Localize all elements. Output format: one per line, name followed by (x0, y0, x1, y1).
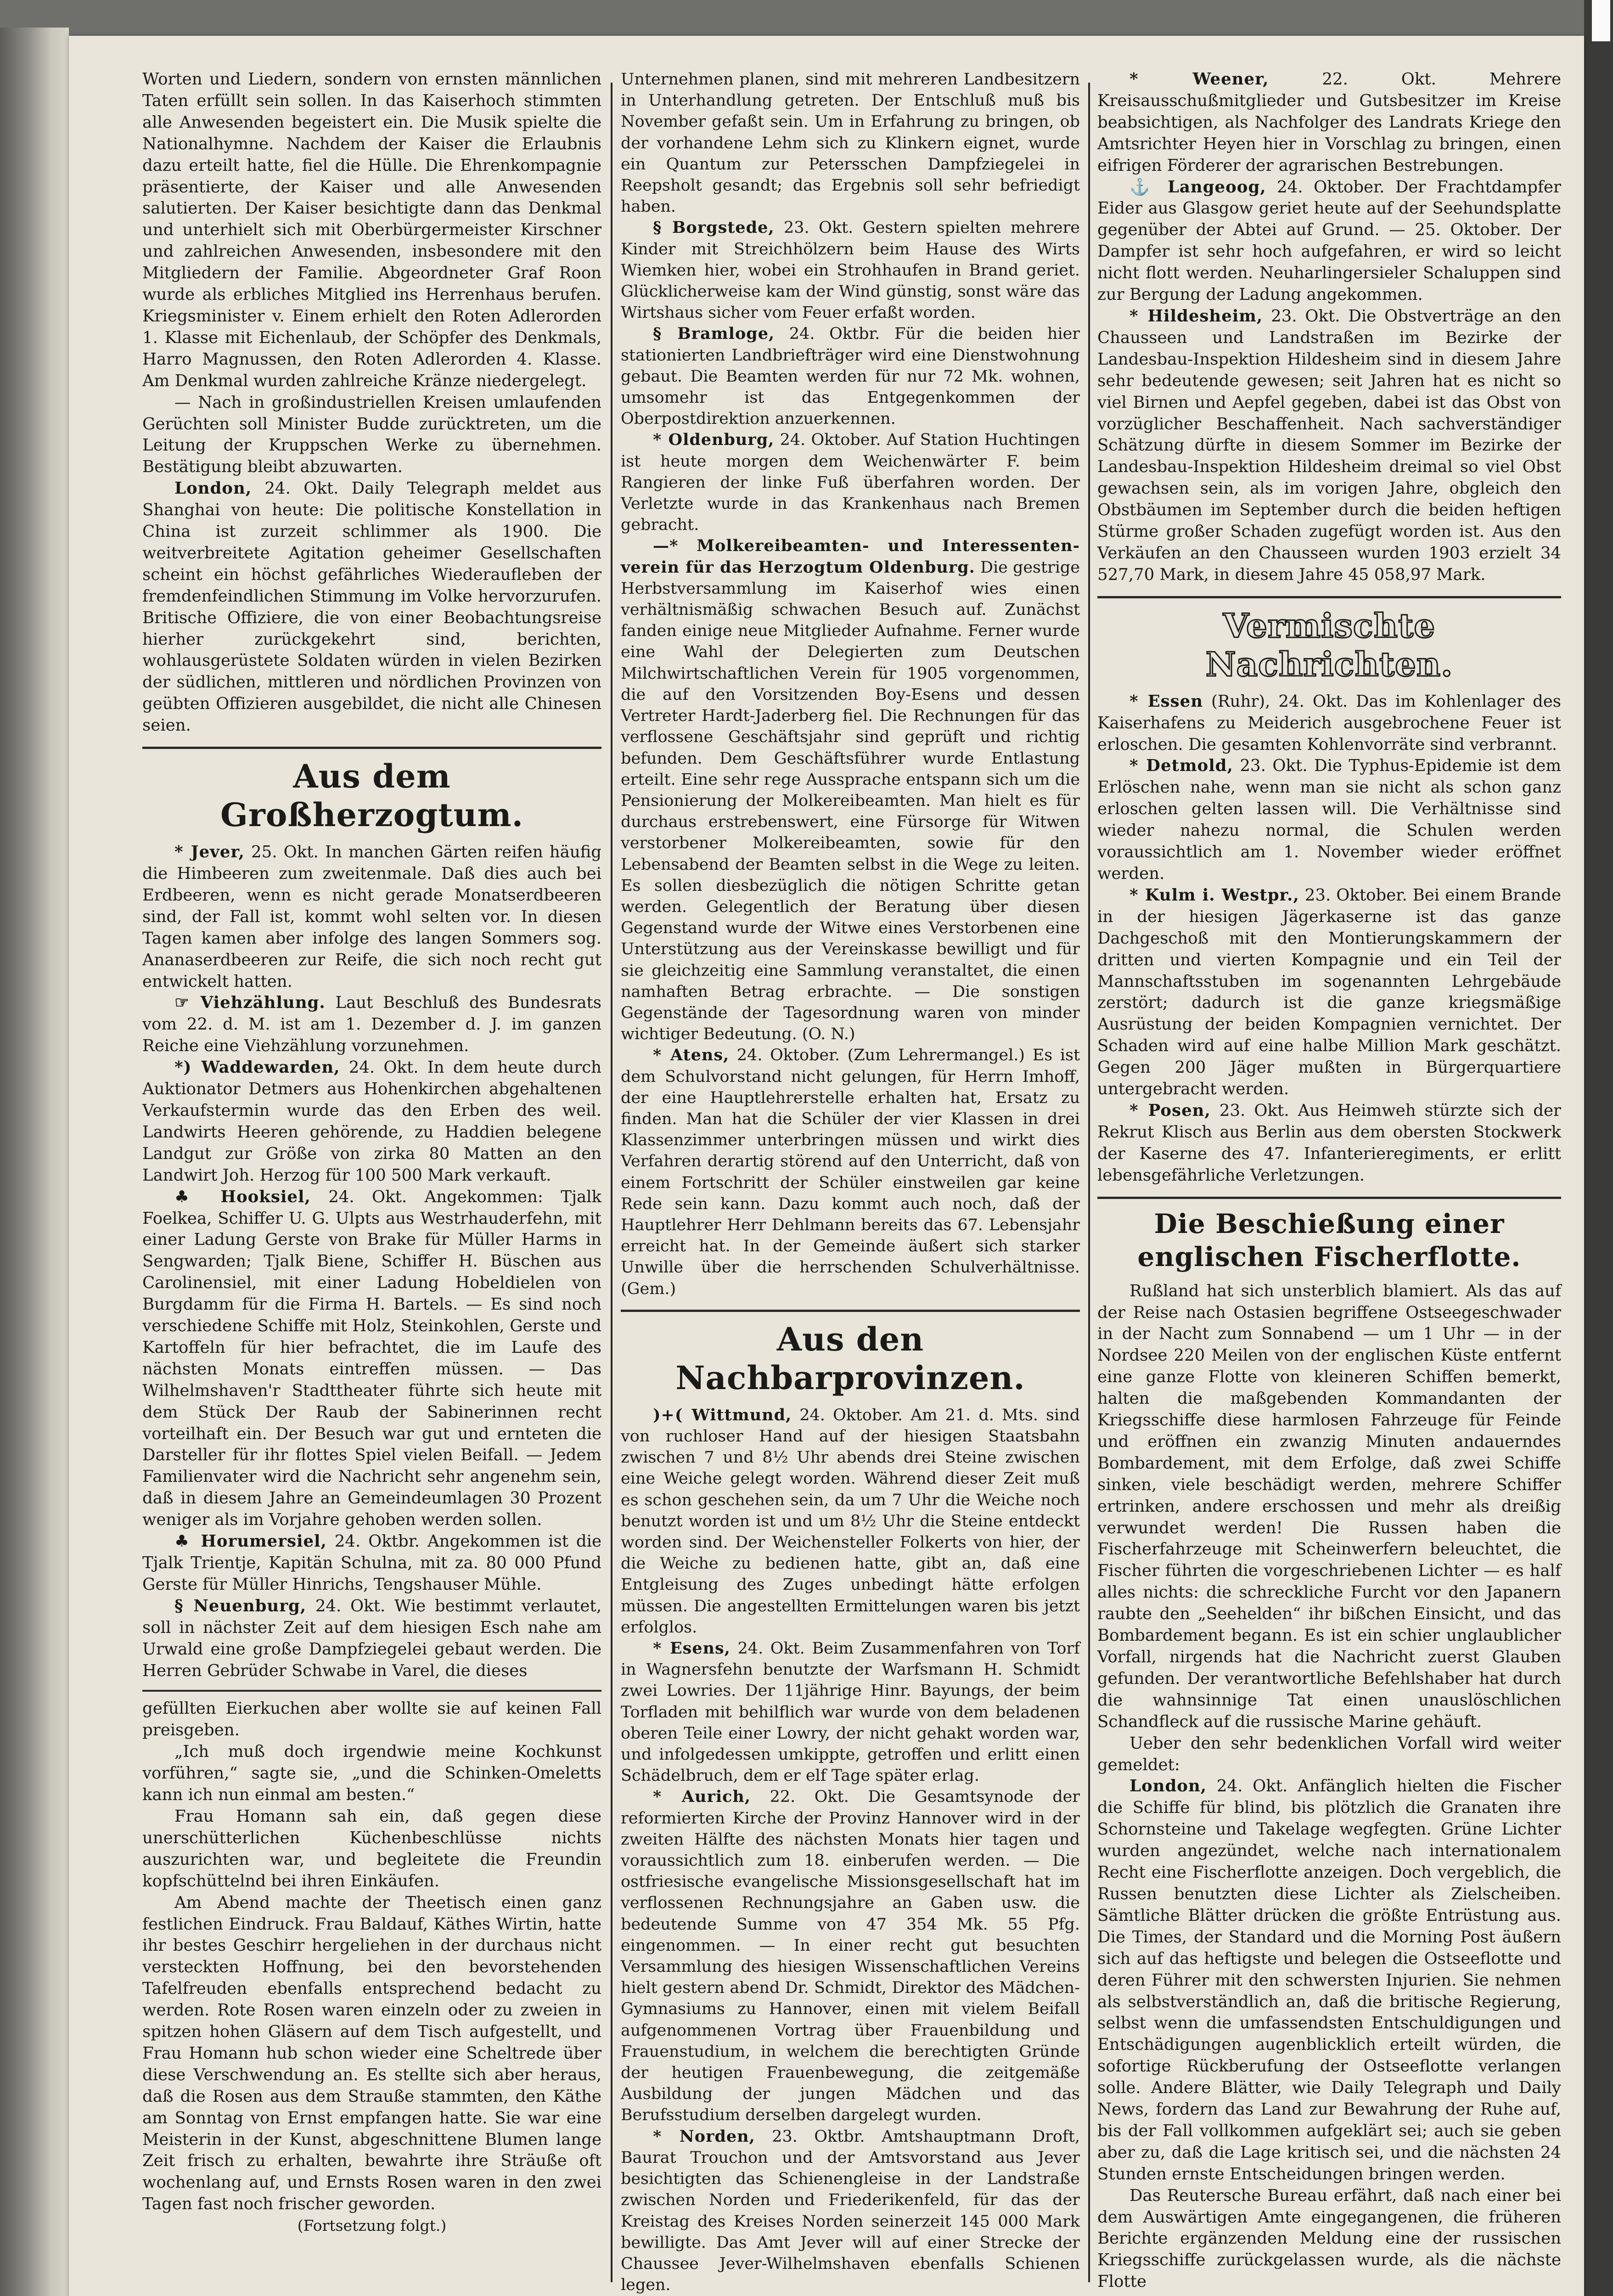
news-paragraph (621, 217, 1080, 323)
news-paragraph (142, 1596, 601, 1682)
news-paragraph (621, 1045, 1080, 1299)
dateline: * Aurich, (653, 1787, 751, 1806)
news-paragraph (621, 1638, 1080, 1786)
dateline: * Posen, (1130, 1101, 1211, 1120)
dateline: ⚓ Langeoog, (1130, 177, 1266, 197)
dateline: *) Waddewarden, (174, 1058, 340, 1077)
paragraph-text: 24. Okt. Wie bestimmt verlautet, soll in nächster Zeit auf dem hiesigen Esch nahe am Urwald eine große Dampfziegelei gebaut werden. Die Herren Gebrüder Schwabe in Varel, die dieses (142, 1596, 601, 1680)
news-paragraph (142, 992, 601, 1057)
dateline: * Norden, (653, 2127, 755, 2146)
news-paragraph (621, 429, 1080, 535)
news-paragraph (142, 1187, 601, 1531)
section-rule (621, 1310, 1080, 1312)
scan-corner (1592, 0, 1610, 41)
column-rule-right (1088, 83, 1090, 2282)
news-paragraph (142, 1057, 601, 1186)
dateline: * Oldenburg, (653, 430, 775, 450)
news-paragraph (1097, 1733, 1561, 1776)
paragraph-text: 24. Okt. Beim Zusammenfahren von Torf in Wagnersfehn benutzte der Warfsmann H. Schmidt zwei Lowries. Der 11jährige Hinr. Bayungs, der beim Torfladen mit behilflich war wurde von dem beladenen oberen Teile einer Lowry, der nicht gehakt worden war, und infolgedessen umkippte, getroffen und erlitt einen Schädelbruch, dem er elf Tage später erlag. (621, 1639, 1080, 1785)
dateline: * Esens, (653, 1639, 731, 1658)
paragraph-text: 24. Oktbr. Angekommen ist die Tjalk Trientje, Kapitän Schulna, mit za. 80 000 Pfund Gerste für Müller Hinrichs, Tengshauser Mühle. (142, 1532, 601, 1594)
news-paragraph (142, 392, 601, 478)
paragraph-text: gefüllten Eierkuchen aber wollte sie auf keinen Fall preisgeben. (142, 1699, 601, 1740)
paragraph-text: 24. Oktober. Am 21. d. Mts. sind von ruchloser Hand auf der hiesigen Staatsbahn zwischen 7 und 8½ Uhr abends drei Steine zwischen eine Weiche gelegt worden. Während dieser Zeit muß es schon geschehen sein, da um 7 Uhr die Weiche noch benutzt worden ist und um 8½ Uhr die Steine entdeckt worden sind. Der Weichensteller Folkerts von hier, der die Weiche zu bedienen hatte, gibt an, daß eine Entgleisung des Zuges unbedingt hätte erfolgen müssen. Die angestellten Ermittelungen waren bis jetzt erfolglos. (621, 1406, 1080, 1637)
section-rule (142, 1690, 601, 1692)
news-paragraph (142, 1698, 601, 1741)
news-paragraph (142, 1741, 601, 1806)
paragraph-text: 22. Okt. Die Gesamtsynode der reformierten Kirche der Provinz Hannover wird in der zweiten Hälfte des nächsten Monats hier tagen und voraussichtlich zum 18. einberufen werden. — Die ostfriesische evangelische Missionsgesellschaft hat im verflossenen Rechnungsjahre an Gaben usw. die bedeutende Summe von 47 354 Mk. 55 Pfg. eingenommen. — In einer recht gut besuchten Versammlung des hiesigen Wissenschaftlichen Vereins hielt gestern abend Dr. Schmidt, Direktor des Mädchen-Gymnasiums zu Hannover, einen mit vielem Beifall aufgenommenen Vortrag über Frauenbildung und Frauenstudium, in welchem die berechtigten Gründe der heutigen Frauenbewegung, die zeitgemäße Ausbildung der jungen Mädchen und das Berufsstudium derselben dargelegt wurden. (621, 1788, 1080, 2125)
dateline: London, (1130, 1777, 1207, 1796)
dateline: * Jever, (174, 843, 245, 862)
paragraph-text: Das Reutersche Bureau erfährt, daß nach einer bei dem Auswärtigen Amte eingegangenen, die früheren Berichte ergänzenden Meldung eine der russischen Kriegsschiffe zurückgelassen wurde, als die nächste Flotte (1097, 2186, 1561, 2291)
news-paragraph (1097, 1776, 1561, 2185)
paragraph-text: 23. Okt. Die Typhus-Epidemie ist dem Erlöschen nahe, wenn man sie nicht als schon ganz erloschen gelten lassen will. Die Verhältnisse sind wieder nahezu normal, die Schulen werden voraussichtlich am 1. November wieder eröffnet werden. (1097, 756, 1561, 883)
news-paragraph (142, 1806, 601, 1892)
paragraph-text: 24. Oktober. Der Frachtdampfer Eider aus Glasgow geriet heute auf der Seehundsplatte gegenüber der Abtei auf Grund. — 25. Oktober. Der Dampfer ist sehr hoch aufgefahren, er wird so leicht nicht flott werden. Neuharlingersieler Schaluppen sind zur Bergung der Ladung angekommen. (1097, 177, 1561, 304)
paragraph-text: 24. Oktober. (Zum Lehrermangel.) Es ist dem Schulvorstand nicht gelungen, für Herrn Imhoff, der eine Hauptlehrerstelle erhalten hat, Ersatz zu finden. Man hat die Schüler der vier Klassen in drei Klassenzimmer unterbringen müssen und wirkt dies Verfahren derartig störend auf den Unterricht, daß von einem Fortschritt der Schüler einstweilen gar keine Rede sein kann. Dazu kommt auch noch, daß der Hauptlehrer Herr Dehlmann bereits das 67. Lebensjahr erreicht hat. In der Gemeinde äußert sich starker Unwille über die herrschenden Schulverhältnisse. (Gem.) (621, 1046, 1080, 1298)
section-heading: Vermischte Nachrichten. (1205, 606, 1453, 684)
paragraph-text: Rußland hat sich unsterblich blamiert. Als das auf der Reise nach Ostasien begriffene Ostseegeschwader in der Nacht zum Sonnabend — um 1 Uhr — in der Nordsee 220 Meilen von der englischen Küste entfernt eine ganze Flotte von kleineren Schiffen bemerkt, halten die maßgebenden Kommandanten der Kriegsschiffe diese harmlosen Fahrzeuge für Feinde und eröffnen ein zwanzig Minuten andauerndes Bombardement, mit dem Erfolge, daß zwei Schiffe sinken, viele beschädigt werden, mehrere Schiffer ertrinken, andere erschossen und mehr als dreißig verwundet werden! Die Russen haben die Fischerfahrzeuge mit Scheinwerfern beleuchtet, die Fischer führten die vorgeschriebenen Lichter — es half alles nichts: die schreckliche Furcht vor den Japanern raubte den „Seehelden“ ihr bißchen Einsicht, und das Bombardement begann. Es ist ein schier unglaublicher Vorfall, nirgends hat die Nachricht zuerst Glauben gefunden. Der verantwortliche Befehlshaber hat durch die wahnsinnige Tat einen unauslöschlichen Schandfleck auf die russische Marine gehäuft. (1097, 1281, 1561, 1731)
paragraph-text: 25. Okt. In manchen Gärten reifen häufig die Himbeeren zum zweitenmale. Daß dies auch bei Erdbeeren, wenn es nicht gerade Monatserdbeeren sind, der Fall ist, kommt wohl selten vor. In diesen Tagen kamen aber infolge des langen Sommers sog. Ananaserdbeeren zur Reife, die sich noch recht gut entwickelt hatten. (142, 843, 601, 991)
paragraph-text: 24. Okt. Anfänglich hielten die Fischer die Schiffe für blind, bis plötzlich die Granaten ihre Schornsteine und Takelage wegfegten. Grüne Lichter wurden angezündet, welche nach internationalem Recht eine Fischerflotte anzeigen. Doch vergeblich, die Russen benutzten diese Lichter als Zielscheiben. Sämtliche Blätter drücken die größte Entrüstung aus. Die Times, der Standard und die Morning Post äußern sich auf das heftigste und belegen die Ostseeflotte und deren Führer mit den schwersten Injurien. Sie nehmen als selbstverständlich an, daß die britische Regierung, selbst wenn die umfassendsten Entschuldigungen und Entschädigungen augenblicklich erteilt würden, die sofortige Rückberufung der Ostseeflotte verlangen solle. Andere Blätter, wie Daily Telegraph und Daily News, fordern das Land zur Bewahrung der Ruhe auf, bis der Fall vollkommen aufgeklärt sei; auch sie geben aber zu, daß die Lage kritisch sei, und die nächsten 24 Stunden ernste Entscheidungen bringen werden. (1097, 1777, 1561, 2183)
dateline: * Hildesheim, (1130, 306, 1263, 326)
news-paragraph (621, 323, 1080, 429)
dateline: )+( Wittmund, (653, 1405, 792, 1424)
scan-edge (1584, 0, 1613, 2296)
news-paragraph (1097, 1100, 1561, 1187)
news-paragraph (1097, 755, 1561, 884)
paragraph-text: Worten und Liedern, sondern von ernsten männlichen Taten erfüllt sein sollen. In das Kaiserhoch stimmten alle Anwesenden begeistert ein. Die Musik spielte die Nationalhymne. Nachdem der Kaiser die Erlaubnis dazu erteilt hatte, fiel die Hülle. Die Ehrenkompagnie präsentierte, der Kaiser und alle Anwesenden salutierten. Der Kaiser besichtigte dann das Denkmal und unterhielt sich mit Oberbürgermeister Kirschner und zahlreichen Anwesenden, insbesondere mit den Mitgliedern der Familie. Abgeordneter Graf Roon wurde als erbliches Mitglied ins Herrenhaus berufen. Kriegsminister v. Einem erhielt den Roten Adlerorden 1. Klasse mit Eichenlaub, der Schöpfer des Denkmals, Harro Magnussen, den Roten Adlerorden 4. Klasse. Am Denkmal wurden zahlreiche Kränze niedergelegt. (142, 70, 601, 390)
column-1 (142, 69, 601, 2237)
section-heading: Die Beschießung einer englischen Fischerflotte. (1137, 1208, 1521, 1272)
section-heading: Aus dem Großherzogtum. (220, 757, 523, 834)
section-rule (1097, 596, 1561, 598)
paragraph-text: 24. Okt. In dem heute durch Auktionator Detmers aus Hohenkirchen abgehaltenen Verkaufstermin wurde das den Erben des weil. Landwirts Heeren gehörende, zu Haddien belegene Landgut zur Größe von zirka 80 Matten an den Landwirt Joh. Herzog für 100 500 Mark verkauft. (142, 1058, 601, 1185)
paragraph-text: 23. Okt. Die Obstverträge an den Chausseen und Landstraßen im Bezirke der Landesbau-Inspektion Hildesheim sind in diesem Jahre sehr bedeutende gewesen; seit Jahren hat es nicht so viel Birnen und Aepfel gegeben, dabei ist das Obst von vorzüglicher Beschaffenheit. Nach sachverständiger Schätzung dürfte in diesem Sommer im Bezirke der Landesbau-Inspektion Hildesheim dreimal so viel Obst gewachsen sein, als im vorigen Jahre, obgleich den Obstbäumen im September durch die beiden heftigen Stürme großer Schaden zugefügt worden ist. Aus den Verkäufen an den Chausseen wurden 1903 erzielt 34 527,70 Mark, in diesem Jahre 45 058,97 Mark. (1097, 306, 1562, 584)
section-rule (1097, 1197, 1561, 1199)
dateline: ☞ Viehzählung. (174, 993, 326, 1013)
section-heading: Aus den Nachbarprovinzen. (675, 1320, 1025, 1397)
dateline: § Bramloge, (653, 324, 775, 343)
paragraph-text: 24. Okt. Angekommen: Tjalk Foelkea, Schiffer U. G. Ulpts aus Westrhauderfehn, mit einer Ladung Gerste von Brake für Müller Harms in Sengwarden; Tjalk Biene, Schiffer H. Büschen aus Carolinensiel, mit einer Ladung Hobeldielen von Burgdamm für die Firma H. Bartels. — Es sind noch verschiedene Schiffe mit Holz, Steinkohlen, Gerste und Kartoffeln für hier befrachtet, die im Laufe des nächsten Monats eintreffen müssen. — Das Wilhelmshaven'r Stadttheater führte sich heute mit dem Stück Der Raub der Sabinerinnen recht vorteilhaft ein. Der Besuch war gut und ernteten die Darsteller für ihr flottes Spiel vielen Beifall. — Jedem Familienvater wird die Nachricht sehr angenehm sein, daß in diesem Jahre an Gemeindeumlagen 30 Prozent weniger als im Vorjahre gehoben werden sollen. (142, 1187, 601, 1530)
news-paragraph (1097, 691, 1561, 756)
dateline: ♣ Horumersiel, (174, 1532, 327, 1551)
dateline: ♣ Hooksiel, (174, 1187, 311, 1206)
paragraph-text: Ueber den sehr bedenklichen Vorfall wird weiter gemeldet: (1097, 1733, 1561, 1774)
news-paragraph (1097, 69, 1561, 177)
column-rule-left (611, 83, 613, 2282)
paragraph-text: 24. Oktober. Auf Station Huchtingen ist heute morgen dem Weichenwärter F. beim Rangieren der linke Fuß überfahren worden. Der Verletzte wurde in das Krankenhaus nach Bremen gebracht. (621, 431, 1080, 535)
paragraph-text: Am Abend machte der Theetisch einen ganz festlichen Eindruck. Frau Baldauf, Käthes Wirtin, hatte ihr bestes Geschirr hergeliehen in der durchaus nicht versteckten Hoffnung, bei den bevorstehenden Tafelfreuden ebenfalls entsprechend bedacht zu werden. Rote Rosen waren einzeln oder zu zweien in spitzen hohen Gläsern auf dem Tisch aufgestellt, und Frau Homann hub schon wieder eine Scheltrede über diese Verschwendung an. Es stellte sich aber heraus, daß die Rosen aus dem Strauße stammten, den Käthe am Sonntag von Ernst empfangen hatte. Sie war eine Meisterin in der Kunst, abgeschnittene Blumen lange Zeit frisch zu erhalten, bewahrte ihre Sträuße oft wochenlang auf, und Ernsts Rosen waren in den zwei Tagen fast noch frischer geworden. (142, 1893, 601, 2214)
paragraph-text: Frau Homann sah ein, daß gegen diese unerschütterlichen Küchenbeschlüsse nichts auszurichten war, und begleitete die Freundin kopfschüttelnd bei ihren Einkäufen. (142, 1806, 601, 1891)
news-paragraph (142, 1892, 601, 2216)
news-paragraph (1097, 2185, 1561, 2293)
paragraph-text: Laut Beschluß des Bundesrats vom 22. d. M. ist am 1. Dezember d. J. im ganzen Reiche eine Viehzählung vorzunehmen. (142, 993, 601, 1056)
dateline: —* Molkereibeamten- und Interessenten-verein für das Herzogtum Oldenburg. (621, 536, 1080, 577)
news-paragraph (142, 69, 601, 392)
dateline: * Kulm i. Westpr., (1130, 885, 1299, 905)
paragraph-text: 23. Oktober. Bei einem Brande in der hiesigen Jägerkaserne ist das ganze Dachgeschoß mit den Montierungskammern der dritten und vierten Kompagnie und ein Teil der Mannschaftsstuben im sogenannten Lehrgebäude zerstört; dadurch ist die ganze kriegsmäßige Ausrüstung der beiden Kompagnien vernichtet. Der Schaden wird auf eine halbe Million Mark geschätzt. Gegen 200 Jäger mußten in Bürgerquartiere untergebracht werden. (1097, 885, 1561, 1099)
section-rule (142, 747, 601, 749)
news-paragraph (1097, 885, 1561, 1100)
paragraph-text: (Ruhr), 24. Okt. Das im Kohlenlager des Kaiserhafens zu Meiderich ausgebrochene Feuer ist erloschen. Die gesamten Kohlenvorräte sind verbrannt. (1097, 692, 1561, 754)
dateline: * Atens, (653, 1046, 730, 1065)
news-paragraph (621, 535, 1080, 1045)
continuation-note: (Fortsetzung folgt.) (297, 2217, 447, 2235)
paragraph-text: — Nach in großindustriellen Kreisen umlaufenden Gerüchten soll Minister Budde zurücktreten, um die Leitung der Kruppschen Werke zu übernehmen. Bestätigung bleibt abzuwarten. (142, 393, 601, 477)
news-paragraph (1097, 1281, 1561, 1733)
paragraph-text: Die gestrige Herbstversammlung im Kaiserhof wies einen verhältnismäßig schwachen Besuch auf. Zunächst fanden einige neue Mitglieder Aufnahme. Ferner wurde eine Wahl der Delegierten zum Deutschen Milchwirtschaftlichen Verein für 1905 vorgenommen, die auf den Vorsitzenden Boy-Esens und dessen Vertreter Hardt-Jaderberg fiel. Die Rechnungen für das verflossene Geschäftsjahr sind geprüft und richtig befunden. Dem Geschäftsführer wurde Entlastung erteilt. Eine sehr rege Aussprache entspann sich um die Pensionierung der Molkereibeamten. Man hielt es für durchaus erstrebenswert, eine Fürsorge für Witwen verstorbener Molkereibeamten, sowie für den Lebensabend der Beamten selbst in die Wege zu leiten. Es sollen diesbezüglich die nötigen Schritte getan werden. Gelegentlich der Beratung über diesen Gegenstand wurde der Witwe eines Verstorbenen eine Unterstützung aus der Vereinskasse bewilligt und für sie gleichzeitig eine Sammlung veranstaltet, die einen namhaften Betrag erbrachte. — Die sonstigen Gegenstände der Tagesordnung waren von minder wichtiger Bedeutung. (O. N.) (621, 558, 1080, 1044)
paragraph-text: 23. Okt. Aus Heimweh stürzte sich der Rekrut Klisch aus Berlin aus dem obersten Stockwerk der Kaserne des 47. Infanterieregiments, er erlitt lebensgefährliche Verletzungen. (1097, 1101, 1561, 1185)
news-paragraph (142, 478, 601, 737)
paragraph-text: 24. Okt. Daily Telegraph meldet aus Shanghai von heute: Die politische Konstellation in China ist zurzeit schlimmer als 1900. Die weitverbreitete Agitation geheimer Gesellschaften scheint ein höchst gefährliches Wiederaufleben der fremdenfeindlichen Stimmung im Volke hervorzurufen. Britische Offiziere, die von einer Beobachtungsreise hierher zurückgekehrt sind, berichten, wohlausgerüstete Soldaten würden in vielen Bezirken der südlichen, mittleren und nördlichen Provinzen von geübten Offizieren ausgebildet, die nicht alle Chinesen seien. (142, 479, 601, 735)
news-paragraph (621, 2126, 1080, 2296)
news-paragraph (142, 842, 601, 992)
dateline: * Essen (1130, 692, 1203, 711)
paragraph-text: „Ich muß doch irgendwie meine Kochkunst vorführen,“ sagte sie, „und die Schinken-Omeletts kann ich nun einmal am besten.“ (142, 1742, 601, 1805)
paragraph-text: 24. Oktbr. Für die beiden hier stationierten Landbriefträger wird eine Dienstwohnung gebaut. Die Beamten werden für nur 72 Mk. wohnen, umsomehr ist das Entgegenkommen der Oberpostdirektion anzuerkennen. (621, 325, 1080, 428)
paragraph-text: 23. Okt. Gestern spielten mehrere Kinder mit Streichhölzern beim Hause des Wirts Wiemken hier, wobei ein Strohhaufen in Brand geriet. Glücklicherweise kam der Wind günstig, sonst wäre das Wirtshaus sicher vom Feuer erfaßt worden. (621, 219, 1080, 322)
news-paragraph (1097, 306, 1561, 586)
column-3 (1097, 69, 1561, 2293)
paragraph-text: 22. Okt. Mehrere Kreisausschußmitglieder und Gutsbesitzer im Kreise beabsichtigen, als Nachfolger des Landrats Kriege den Amtsrichter Heyen hier in Vorschlag zu bringen, einen eifrigen Förderer der agrarischen Bestrebungen. (1097, 70, 1561, 175)
paragraph-text: 23. Oktbr. Amtshauptmann Droft, Baurat Trouchon und der Amtsvorstand aus Jever besichtigten das Schienengleise in der Landstraße zwischen Norden und Friederikenfeld, für das der Kreistag des Kreises Norden seinerzeit 145 000 Mark bewilligte. Das Amt Jever will auf einer Strecke der Chaussee Jever-Wilhelmshaven ebenfalls Schienen legen. (621, 2127, 1080, 2295)
dateline: London, (174, 479, 252, 498)
news-paragraph (621, 69, 1080, 217)
news-paragraph (1097, 177, 1561, 306)
news-paragraph (142, 1531, 601, 1596)
dateline: * Weener, (1130, 70, 1269, 89)
dateline: § Neuenburg, (174, 1596, 307, 1615)
paragraph-text: Unternehmen planen, sind mit mehreren Landbesitzern in Unterhandlung getreten. Der Entschluß muß bis November gefaßt sein. Um in Erfahrung zu bringen, ob der vorhandene Lehm sich zu Klinkern eignet, wurde ein Quantum zur Petersschen Dampfziegelei in Reepsholt gesandt; das Ergebnis soll sehr befriedigt haben. (621, 70, 1080, 216)
news-paragraph (621, 1786, 1080, 2126)
dateline: § Borgstede, (653, 218, 775, 237)
column-2 (621, 69, 1080, 2296)
book-binding (0, 28, 69, 2296)
news-paragraph (621, 1405, 1080, 1638)
dateline: * Detmold, (1130, 756, 1233, 776)
